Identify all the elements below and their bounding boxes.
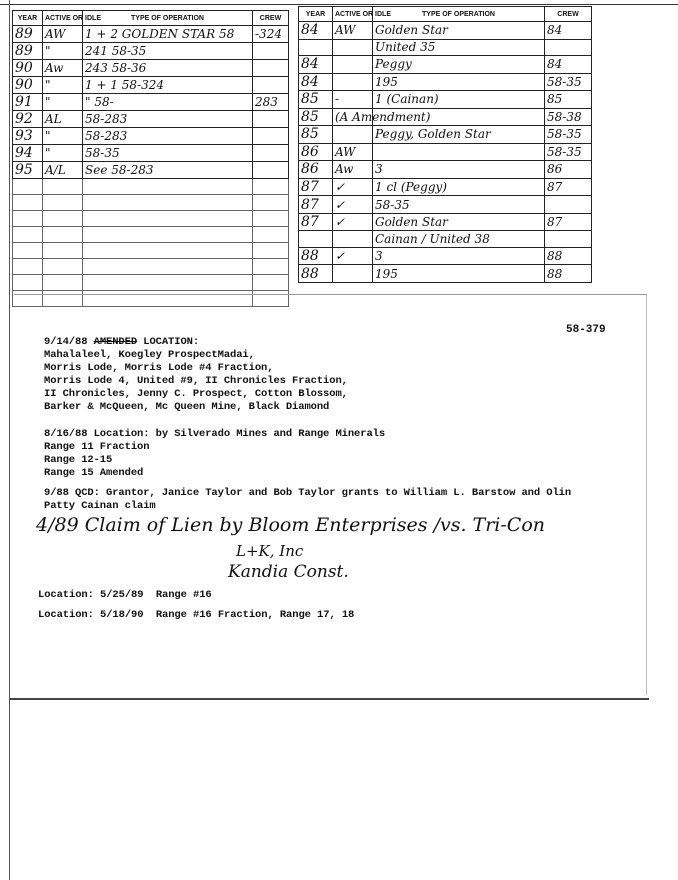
crew-cell <box>253 195 289 211</box>
document-number: 58-379 <box>566 324 606 336</box>
table-row <box>299 126 592 144</box>
crew-cell <box>253 162 289 179</box>
status-cell: (A Amendment) <box>333 108 373 126</box>
operation-cell: " 58- <box>83 94 253 111</box>
operation-cell: 243 58-36 <box>83 60 253 77</box>
year-cell: 87 <box>299 213 333 231</box>
table-row <box>299 22 592 40</box>
table-row <box>299 73 592 91</box>
status-cell <box>43 275 83 291</box>
header-type-of-operation: TYPE OF OPERATION <box>373 7 545 22</box>
operation-cell <box>83 211 253 227</box>
year-cell: 95 <box>13 162 43 179</box>
status-cell: ✓ <box>333 247 373 265</box>
status-cell: AW <box>333 143 373 161</box>
year-cell: 89 <box>13 43 43 60</box>
year-cell: 84 <box>299 22 333 40</box>
year-cell <box>299 39 333 56</box>
operation-cell: Golden Star <box>373 213 545 231</box>
status-cell <box>333 56 373 74</box>
table-row <box>299 39 592 56</box>
operation-cell <box>83 179 253 195</box>
operation-cell: 3 <box>373 247 545 265</box>
year-cell <box>13 275 43 291</box>
status-cell <box>333 126 373 144</box>
table-row <box>13 275 289 291</box>
amended-location-heading <box>44 336 199 348</box>
header-year: YEAR <box>13 11 43 26</box>
status-cell <box>43 195 83 211</box>
crew-cell: -324 <box>253 26 289 43</box>
qcd-line: Patty Cainan claim <box>44 500 156 512</box>
table-row <box>299 143 592 161</box>
crew-cell: 87 <box>545 213 592 231</box>
operation-cell: 1 + 1 58-324 <box>83 77 253 94</box>
crew-cell <box>253 43 289 60</box>
table-row <box>299 213 592 231</box>
table-row <box>13 60 289 77</box>
operation-cell: 1 (Cainan) <box>373 91 545 109</box>
crew-cell <box>253 179 289 195</box>
crew-cell: 283 <box>253 94 289 111</box>
status-cell <box>333 73 373 91</box>
operation-cell <box>373 143 545 161</box>
handwritten-lien-party: L+K, Inc <box>236 542 304 560</box>
crew-cell: 58-35 <box>545 126 592 144</box>
table-row <box>13 211 289 227</box>
crew-cell <box>253 211 289 227</box>
crew-cell <box>253 243 289 259</box>
table-row <box>13 162 289 179</box>
crew-cell: 58-38 <box>545 108 592 126</box>
year-cell <box>13 259 43 275</box>
top-rule <box>0 4 678 5</box>
operation-cell: 241 58-35 <box>83 43 253 60</box>
year-cell: 87 <box>299 196 333 214</box>
crew-cell: 58-35 <box>545 73 592 91</box>
year-cell: 90 <box>13 77 43 94</box>
operation-cell: 195 <box>373 73 545 91</box>
table-row <box>13 26 289 43</box>
amended-location-label: LOCATION: <box>137 336 200 348</box>
status-cell: A/L <box>43 162 83 179</box>
year-cell: 89 <box>13 26 43 43</box>
handwritten-lien-party: Kandia Const. <box>228 562 349 582</box>
crew-cell: 86 <box>545 161 592 179</box>
table-row <box>299 247 592 265</box>
location-line: Range 12-15 <box>44 454 113 466</box>
table-row <box>13 227 289 243</box>
table-row <box>13 94 289 111</box>
table-row <box>299 231 592 248</box>
table-row <box>299 161 592 179</box>
operation-cell: 58-35 <box>83 145 253 162</box>
crew-cell: 88 <box>545 265 592 283</box>
operation-cell: 195 <box>373 265 545 283</box>
operation-cell: See 58-283 <box>83 162 253 179</box>
crew-cell <box>545 39 592 56</box>
claims-line: Morris Lode, Morris Lode #4 Fraction, <box>44 362 274 374</box>
year-cell: 93 <box>13 128 43 145</box>
year-cell: 92 <box>13 111 43 128</box>
operation-cell: United 35 <box>373 39 545 56</box>
header-crew: CREW <box>253 11 289 26</box>
table-row <box>13 111 289 128</box>
table-row <box>299 196 592 214</box>
operation-cell: 3 <box>373 161 545 179</box>
crew-cell: 58-35 <box>545 143 592 161</box>
left-log-table <box>12 10 289 307</box>
table-row <box>299 56 592 74</box>
crew-cell: 85 <box>545 91 592 109</box>
table-row <box>299 91 592 109</box>
table-row <box>13 195 289 211</box>
crew-cell: 84 <box>545 56 592 74</box>
status-cell: AW <box>333 22 373 40</box>
location-line: 8/16/88 Location: by Silverado Mines and Range Minerals <box>44 428 386 440</box>
status-cell: " <box>43 94 83 111</box>
table-row <box>299 108 592 126</box>
operation-cell: 1 + 2 GOLDEN STAR 58 <box>83 26 253 43</box>
location-line: Range 15 Amended <box>44 467 144 479</box>
year-cell: 87 <box>299 178 333 196</box>
amended-label: AMENDED <box>93 336 138 348</box>
table-row <box>13 259 289 275</box>
year-cell: 84 <box>299 56 333 74</box>
year-cell: 94 <box>13 145 43 162</box>
crew-cell <box>253 275 289 291</box>
status-cell: ✓ <box>333 178 373 196</box>
header-crew: CREW <box>545 7 592 22</box>
lower-rule <box>9 698 649 700</box>
status-cell: ✓ <box>333 213 373 231</box>
crew-cell <box>253 111 289 128</box>
operation-cell <box>83 227 253 243</box>
crew-cell: 88 <box>545 247 592 265</box>
operation-cell: Peggy, Golden Star <box>373 126 545 144</box>
amended-date: 9/14/88 <box>44 336 88 348</box>
operation-cell: 58-283 <box>83 128 253 145</box>
year-cell: 86 <box>299 143 333 161</box>
operation-cell <box>83 195 253 211</box>
crew-cell <box>545 196 592 214</box>
crew-cell <box>253 259 289 275</box>
status-cell <box>43 259 83 275</box>
status-cell <box>43 211 83 227</box>
year-cell <box>13 227 43 243</box>
table-row <box>13 243 289 259</box>
header-year: YEAR <box>299 7 333 22</box>
claims-line: Morris Lode 4, United #9, II Chronicles Fraction, <box>44 375 348 387</box>
operation-cell <box>83 275 253 291</box>
operation-cell: 58-35 <box>373 196 545 214</box>
later-location-line: Location: 5/18/90 Range #16 Fraction, Range 17, 18 <box>38 609 355 621</box>
table-header-row <box>299 7 592 22</box>
crew-cell <box>253 227 289 243</box>
table-row <box>13 43 289 60</box>
right-log-table <box>298 6 592 283</box>
crew-cell: 84 <box>545 22 592 40</box>
year-cell: 85 <box>299 126 333 144</box>
year-cell <box>13 179 43 195</box>
operation-cell: Cainan / United 38 <box>373 231 545 248</box>
table-header-row <box>13 11 289 26</box>
table-row <box>13 179 289 195</box>
operation-cell <box>83 243 253 259</box>
operation-cell <box>83 259 253 275</box>
year-cell: 84 <box>299 73 333 91</box>
table-row <box>299 265 592 283</box>
page-edge <box>9 0 10 880</box>
operation-cell: 58-283 <box>83 111 253 128</box>
crew-cell <box>253 145 289 162</box>
operation-cell: Peggy <box>373 56 545 74</box>
year-cell: 85 <box>299 108 333 126</box>
year-cell <box>13 243 43 259</box>
year-cell: 88 <box>299 247 333 265</box>
qcd-line: 9/88 QCD: Grantor, Janice Taylor and Bob Taylor grants to William L. Barstow and Olin <box>44 487 572 499</box>
table-row <box>13 145 289 162</box>
status-cell <box>333 231 373 248</box>
year-cell <box>299 231 333 248</box>
status-cell <box>43 179 83 195</box>
crew-cell <box>253 128 289 145</box>
header-type-of-operation: TYPE OF OPERATION <box>83 11 253 26</box>
status-cell <box>333 265 373 283</box>
table-row <box>299 178 592 196</box>
status-cell: ✓ <box>333 196 373 214</box>
operation-cell: Golden Star <box>373 22 545 40</box>
record-card <box>14 294 644 694</box>
crew-cell <box>253 77 289 94</box>
status-cell: AW <box>43 26 83 43</box>
status-cell: " <box>43 128 83 145</box>
claims-line: Mahalaleel, Koegley ProspectMadai, <box>44 349 255 361</box>
year-cell: 88 <box>299 265 333 283</box>
status-cell: " <box>43 145 83 162</box>
operation-cell: 1 cl (Peggy) <box>373 178 545 196</box>
status-cell: Aw <box>333 161 373 179</box>
year-cell: 85 <box>299 91 333 109</box>
table-row <box>13 77 289 94</box>
claims-line: Barker & McQueen, Mc Queen Mine, Black Diamond <box>44 401 330 413</box>
header-active-idle: ACTIVE OR IDLE <box>333 7 373 22</box>
year-cell: 91 <box>13 94 43 111</box>
year-cell <box>13 195 43 211</box>
table-row <box>13 128 289 145</box>
status-cell: " <box>43 77 83 94</box>
crew-cell <box>253 60 289 77</box>
crew-cell: 87 <box>545 178 592 196</box>
year-cell: 86 <box>299 161 333 179</box>
status-cell <box>43 227 83 243</box>
status-cell: AL <box>43 111 83 128</box>
status-cell: Aw <box>43 60 83 77</box>
later-location-line: Location: 5/25/89 Range #16 <box>38 589 212 601</box>
header-active-idle: ACTIVE OR IDLE <box>43 11 83 26</box>
year-cell <box>13 211 43 227</box>
status-cell <box>43 243 83 259</box>
location-line: Range 11 Fraction <box>44 441 150 453</box>
status-cell: - <box>333 91 373 109</box>
status-cell <box>333 39 373 56</box>
status-cell: " <box>43 43 83 60</box>
year-cell: 90 <box>13 60 43 77</box>
claims-line: II Chronicles, Jenny C. Prospect, Cotton Blossom, <box>44 388 348 400</box>
handwritten-lien-note: 4/89 Claim of Lien by Bloom Enterprises /vs. Tri-Con <box>36 514 546 536</box>
crew-cell <box>545 231 592 248</box>
